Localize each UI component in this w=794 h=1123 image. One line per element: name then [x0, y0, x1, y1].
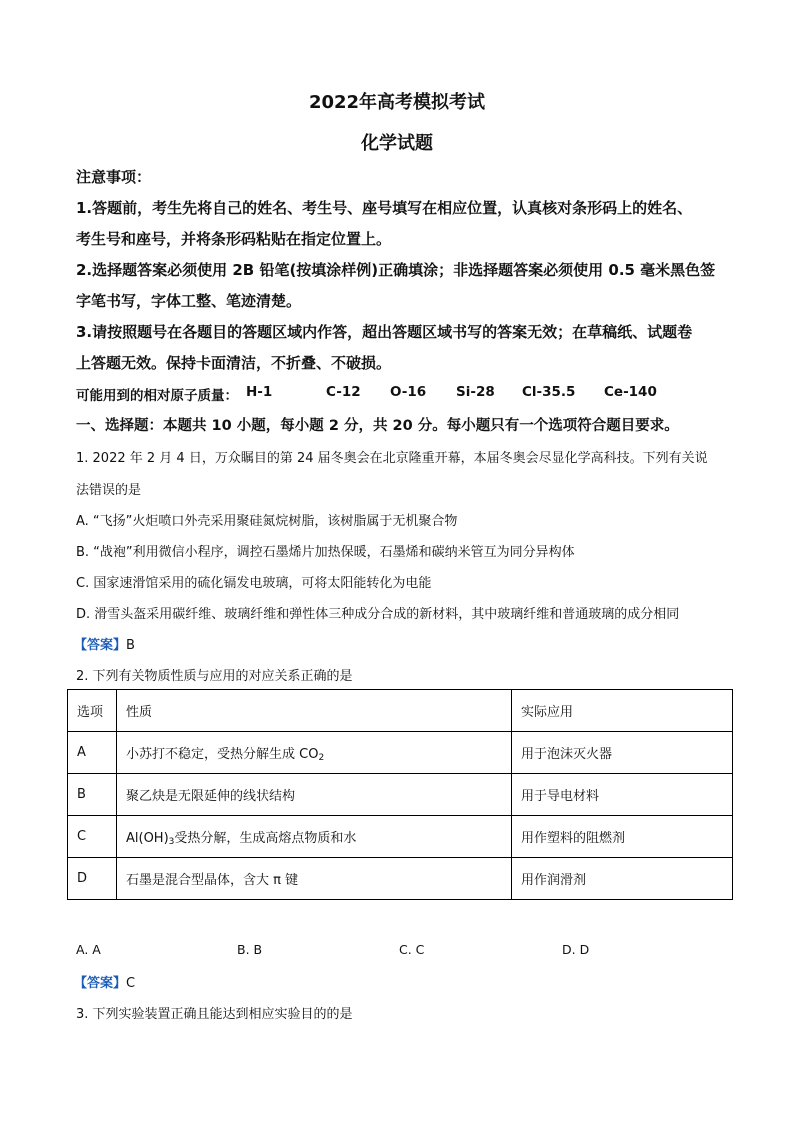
- notice-heading: 注意事项：: [76, 168, 152, 186]
- q1-stem-line-1: 1. 2022 年 2 月 4 日，万众瞩目的第 24 届冬奥会在北京隆重开幕，本届冬奥会尽显化学高科技。下列有关说: [76, 451, 708, 466]
- notice-item-1-line-1: 1.答题前，考生先将自己的姓名、考生号、座号填写在相应位置，认真核对条形码上的姓名、: [76, 199, 693, 217]
- table-cell-option: C: [68, 816, 117, 858]
- notice-item-3-line-2: 上答题无效。保持卡面清洁，不折叠、不破损。: [76, 354, 392, 372]
- table-cell-option: A: [68, 732, 117, 774]
- atomic-mass-c: C-12: [326, 384, 361, 400]
- notice-item-2-line-1: 2.选择题答案必须使用 2B 铅笔(按填涂样例)正确填涂；非选择题答案必须使用 0.5 毫米黑色签: [76, 261, 716, 279]
- table-row: [68, 774, 733, 816]
- table-cell-option: D: [68, 858, 117, 900]
- q1-option-c: C. 国家速滑馆采用的硫化镉发电玻璃，可将太阳能转化为电能: [76, 576, 432, 591]
- q2-stem: 2. 下列有关物质性质与应用的对应关系正确的是: [76, 669, 353, 684]
- q1-answer-value: B: [126, 638, 135, 653]
- table-header-option: 选项: [68, 690, 117, 732]
- exam-subject: 化学试题: [361, 133, 433, 154]
- table-cell-property: [117, 732, 512, 774]
- table-header-row: [68, 690, 733, 732]
- property-subscript: 2: [318, 752, 325, 763]
- notice-item-1-line-2: 考生号和座号，并将条形码粘贴在指定位置上。: [76, 230, 392, 248]
- atomic-mass-cl: Cl-35.5: [522, 384, 576, 400]
- q2-choice-b: B. B: [237, 942, 263, 957]
- q2-choice-d: D. D: [562, 942, 590, 957]
- atomic-mass-ce: Ce-140: [604, 384, 657, 400]
- table-row: [68, 816, 733, 858]
- q2-table: [67, 689, 733, 900]
- table-cell-option: B: [68, 774, 117, 816]
- q1-answer: [74, 634, 135, 653]
- q1-option-a: A. “飞扬”火炬喷口外壳采用聚硅氮烷树脂，该树脂属于无机聚合物: [76, 514, 458, 529]
- table-cell-use: 用于泡沫灭火器: [512, 732, 733, 774]
- notice-item-2-line-2: 字笔书写，字体工整、笔迹清楚。: [76, 292, 302, 310]
- table-header-use: 实际应用: [512, 690, 733, 732]
- table-cell-use: 用作塑料的阻燃剂: [512, 816, 733, 858]
- atomic-mass-si: Si-28: [456, 384, 495, 400]
- property-text: 小苏打不稳定，受热分解生成 CO: [126, 746, 319, 762]
- table-cell-property: 聚乙炔是无限延伸的线状结构: [117, 774, 512, 816]
- section-1-heading: 一、选择题：本题共 10 小题，每小题 2 分，共 20 分。每小题只有一个选项符合题目要求。: [76, 418, 679, 434]
- exam-title: 2022年高考模拟考试: [308, 92, 486, 113]
- q2-answer-tag: 【答案】: [74, 976, 127, 991]
- atomic-mass-o: O-16: [390, 384, 427, 400]
- q1-stem-line-2: 法错误的是: [76, 483, 142, 498]
- table-cell-use: 用于导电材料: [512, 774, 733, 816]
- table-cell-property: [117, 816, 512, 858]
- q2-choice-a: A. A: [76, 942, 101, 957]
- q3-stem: 3. 下列实验装置正确且能达到相应实验目的的是: [76, 1007, 353, 1022]
- table-cell-property: 石墨是混合型晶体，含大 π 键: [117, 858, 512, 900]
- q2-choice-c: C. C: [399, 942, 425, 957]
- notice-item-3-line-1: 3.请按照题号在各题目的答题区域内作答，超出答题区域书写的答案无效；在草稿纸、试题卷: [76, 323, 693, 341]
- q1-option-d: D. 滑雪头盔采用碳纤维、玻璃纤维和弹性体三种成分合成的新材料，其中玻璃纤维和普通玻璃的成分相同: [76, 607, 680, 622]
- atomic-mass-label: 可能用到的相对原子质量：: [76, 388, 238, 404]
- table-cell-use: 用作润滑剂: [512, 858, 733, 900]
- table-header-property: 性质: [117, 690, 512, 732]
- q1-option-b: B. “战袍”利用微信小程序，调控石墨烯片加热保暖，石墨烯和碳纳米管互为同分异构体: [76, 545, 575, 560]
- q2-answer: [74, 972, 135, 991]
- table-row: [68, 732, 733, 774]
- atomic-mass-h: H-1: [246, 384, 273, 400]
- table-row: [68, 858, 733, 900]
- property-subscript: 3: [168, 836, 175, 847]
- q1-answer-tag: 【答案】: [74, 638, 127, 653]
- property-text: Al(OH): [126, 830, 169, 846]
- property-text-continued: 受热分解，生成高熔点物质和水: [174, 830, 357, 846]
- q2-answer-value: C: [126, 976, 136, 991]
